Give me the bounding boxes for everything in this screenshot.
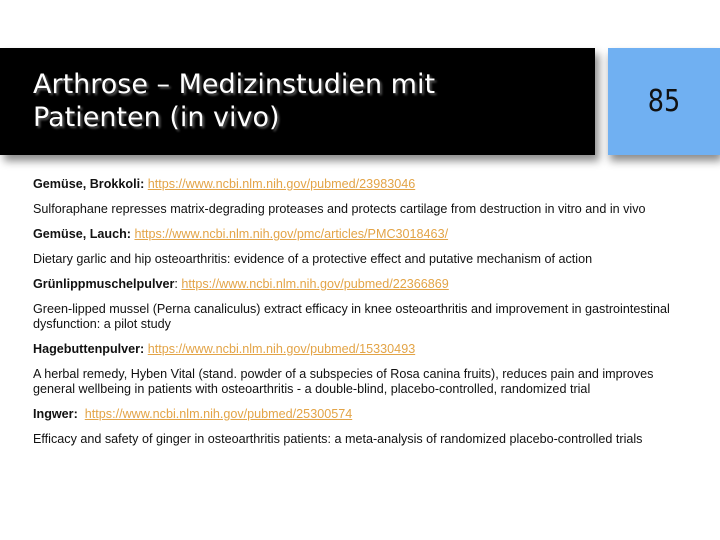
entry-description: Green-lipped mussel (Perna canaliculus) extract efficacy in knee osteoarthritis and improvement in gastrointestinal dysfunction: a pilot study (33, 302, 670, 331)
study-link[interactable]: https://www.ncbi.nlm.nih.gov/pmc/articles/PMC3018463/ (134, 227, 449, 241)
title-line-1: Arthrose – Medizinstudien mit (33, 69, 436, 100)
entry-description: Sulforaphane represses matrix-degrading proteases and protects cartilage from destruction in vitro and in vivo (33, 202, 646, 216)
study-link[interactable]: https://www.ncbi.nlm.nih.gov/pubmed/23983046 (147, 177, 416, 191)
entry-separator: : (174, 277, 178, 291)
entry-heading (33, 407, 693, 422)
entry-heading (33, 277, 693, 292)
study-list (33, 177, 693, 457)
entry-heading (33, 227, 693, 242)
page-number-box (608, 48, 720, 155)
entry-label: Grünlippmuschelpulver (33, 277, 175, 291)
entry-label: Hagebuttenpulver: (33, 342, 145, 356)
entry-description: Dietary garlic and hip osteoarthritis: evidence of a protective effect and putative mechanism of action (33, 252, 593, 266)
entry-description: A herbal remedy, Hyben Vital (stand. powder of a subspecies of Rosa canina fruits), reduces pain and improves general wellbeing in patients with osteoarthritis - a double-blind, placebo-controlled, randomized trial (33, 367, 654, 396)
entry-heading (33, 177, 693, 192)
page-title (33, 68, 435, 134)
entry-label: Gemüse, Brokkoli: (33, 177, 145, 191)
entry-heading (33, 342, 693, 357)
page-number: 85 (647, 84, 681, 119)
entry-label: Ingwer: (33, 407, 78, 421)
study-link[interactable]: https://www.ncbi.nlm.nih.gov/pubmed/22366869 (181, 277, 449, 291)
study-link[interactable]: https://www.ncbi.nlm.nih.gov/pubmed/15330493 (147, 342, 416, 356)
entry-label: Gemüse, Lauch: (33, 227, 131, 241)
title-line-2: Patienten (in vivo) (33, 102, 280, 133)
study-link[interactable]: https://www.ncbi.nlm.nih.gov/pubmed/25300574 (84, 407, 353, 421)
entry-description: Efficacy and safety of ginger in osteoarthritis patients: a meta-analysis of randomized placebo-controlled trials (33, 432, 643, 446)
